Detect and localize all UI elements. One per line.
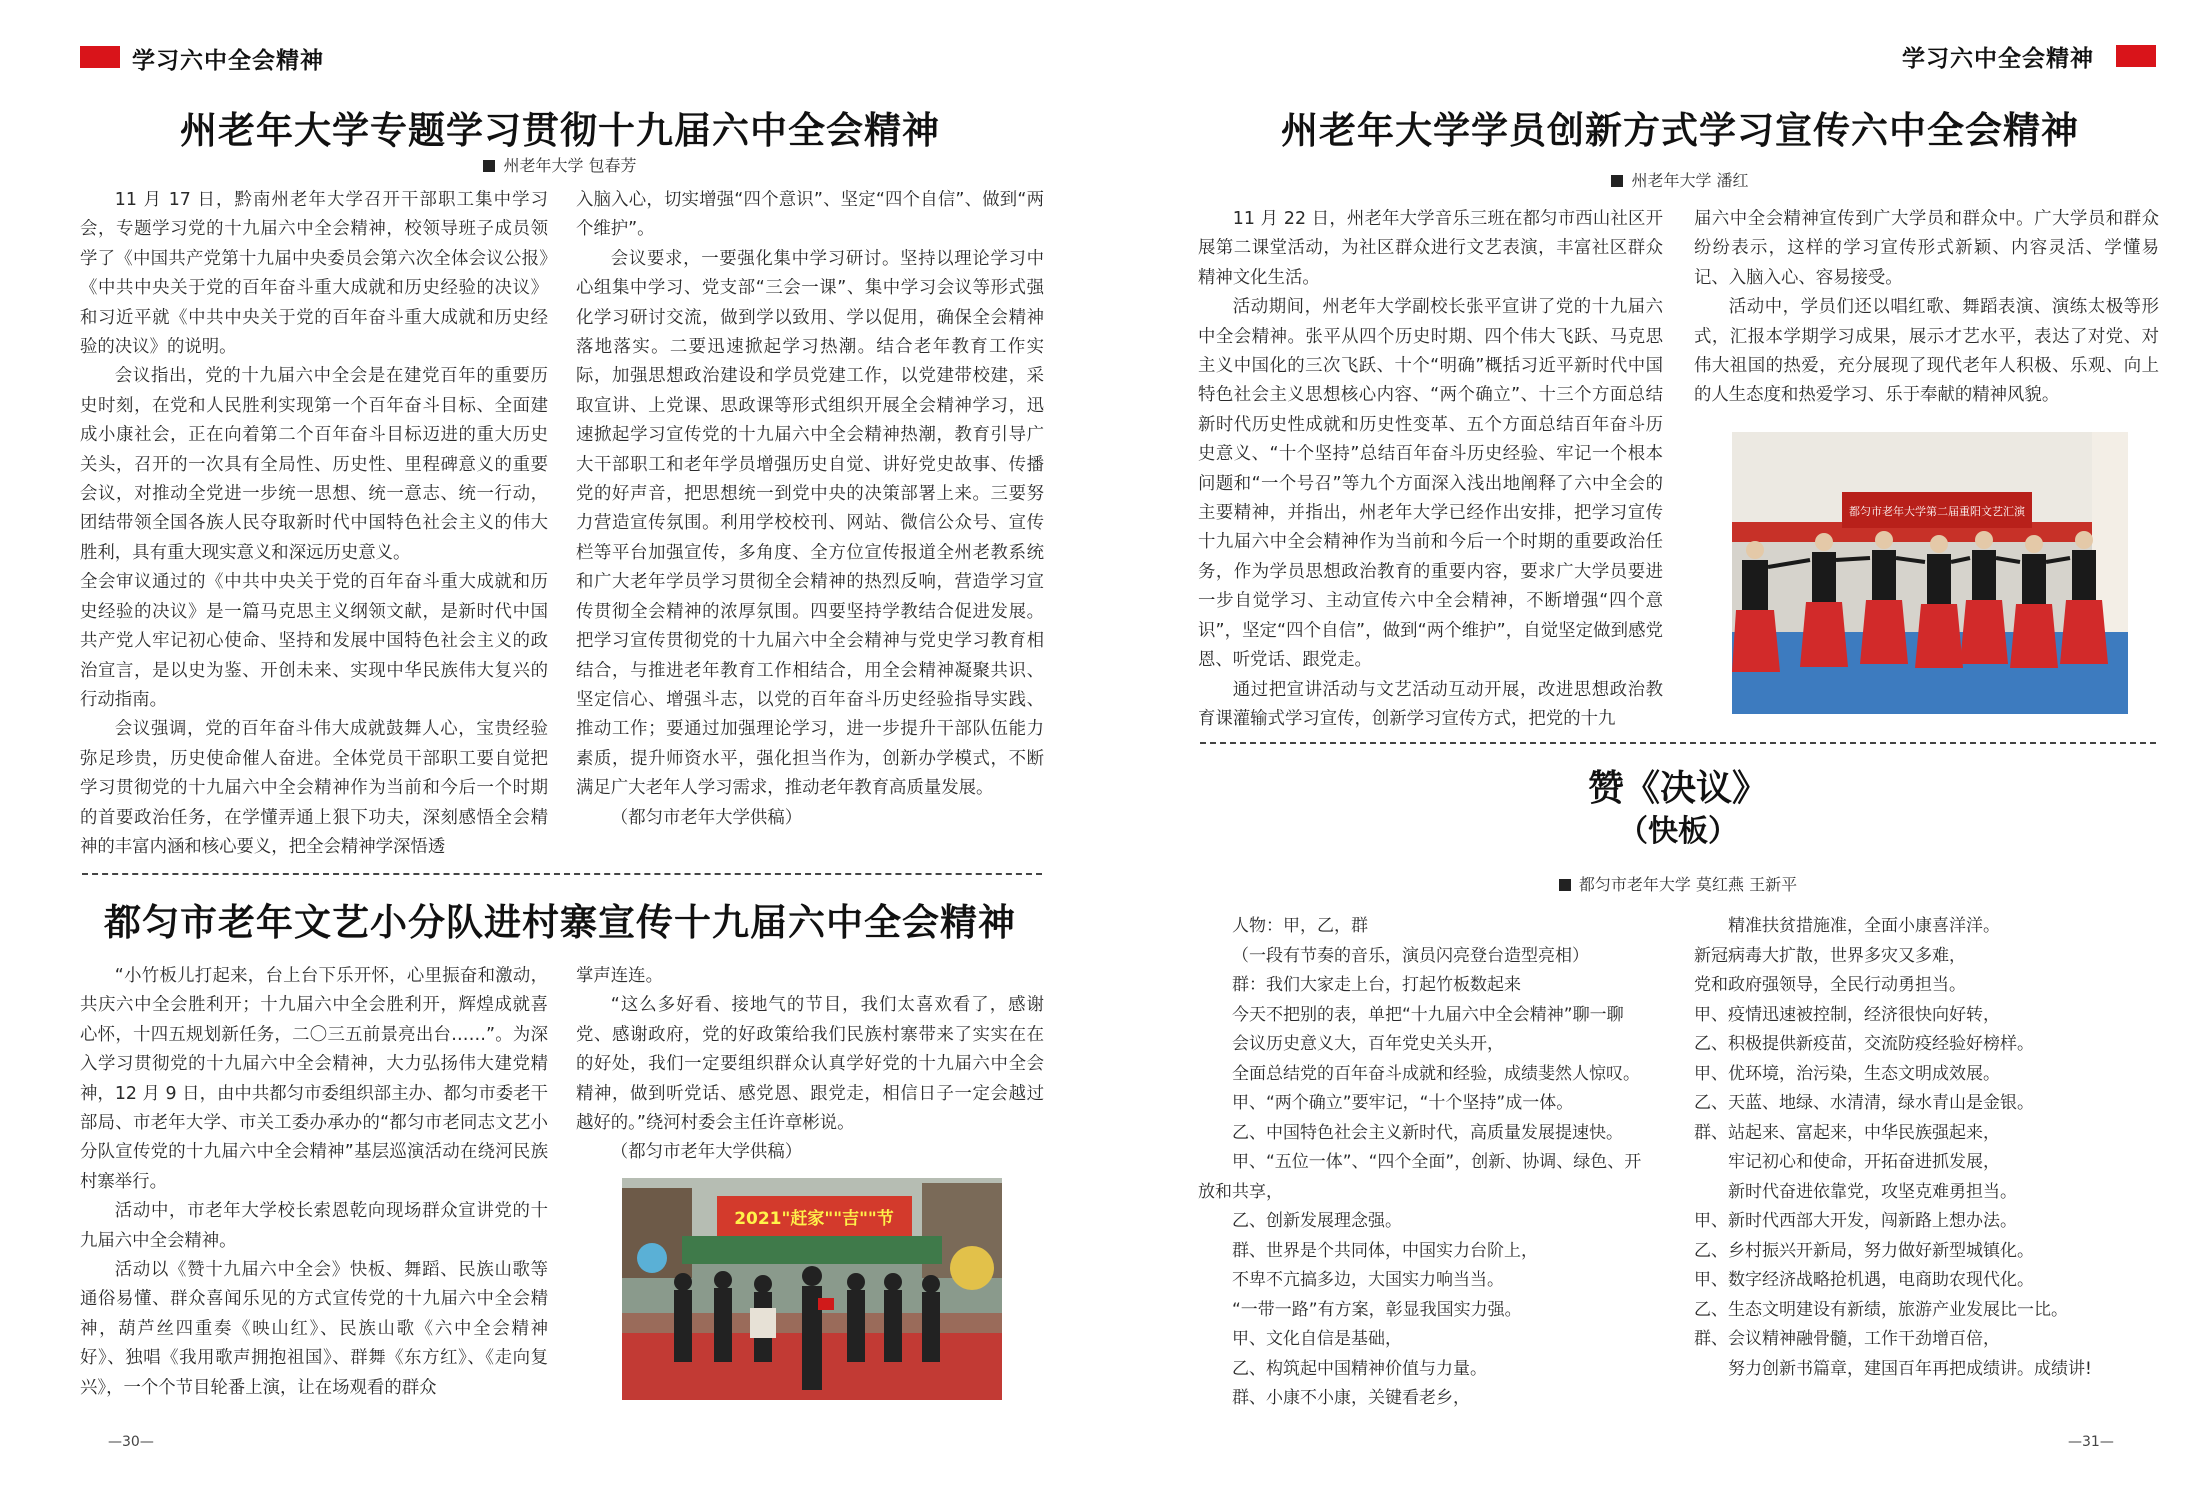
script-line: 乙、生态文明建设有新绩，旅游产业发展比一比。: [1694, 1299, 2068, 1320]
script-line: 乙、天蓝、地绿、水清清，绿水青山是金银。: [1694, 1093, 2034, 1113]
header-left-label: 学习六中全会精神: [132, 48, 324, 74]
dance-photo-svg: [1732, 432, 2128, 714]
byline-bullet-icon: [1611, 175, 1623, 187]
article3-byline: [1200, 168, 2160, 191]
dance-performance-photo: [1732, 432, 2128, 714]
article4-col1: [1198, 912, 1668, 1414]
article3-byline-text: 州老年大学 潘红: [1631, 171, 1749, 190]
divider: [82, 873, 1042, 875]
article1-para: 会议指出，党的十九届六中全会是在建党百年的重要历史时刻，在党和人民胜利实现第一个百年奋斗目标、全面建成小康社会，正在向着第二个百年奋斗目标迈进的重大历史关头，召开的一次具有全局性、历史性、里程碑意义的重要会议，对推动全党进一步统一思想、统一意志、统一行动，团结带领全国各族人民夺取新时代中国特色社会主义的伟大胜利，具有重大现实意义和深远历史意义。: [80, 366, 548, 563]
article2-para: “这么多好看、接地气的节目，我们太喜欢看了，感谢党、感谢政府，党的好政策给我们民族村寨带来了实实在在的好处，我们一定要组织群众认真学好党的十九届六中全会精神，做到听党话、感党恩、跟党走，相信日子一定会越过越好的。”绕河村委会主任许章彬说。: [576, 995, 1044, 1134]
script-line: 群：我们大家走上台，打起竹板数起来: [1232, 975, 1521, 995]
script-line: 牢记初心和使命，开拓奋进抓发展，: [1728, 1152, 2000, 1172]
village-photo-banner: 2021"赶家""吉""节: [734, 1209, 894, 1229]
article2-title: 都匀市老年文艺小分队进村寨宣传十九届六中全会精神: [104, 901, 1016, 944]
article1-para: 会议要求，一要强化集中学习研讨。坚持以理论学习中心组集中学习、党支部“三会一课”、集中学习会议等形式强化学习研讨交流，做到学以致用、学以促用，确保全会精神落地落实。二要迅速掀起学习热潮。结合老年教育工作实际，加强思想政治建设和学员党建工作，以党建带校建，采取宣讲、上党课、思政课等形式组织开展全会精神学习，迅速掀起学习宣传党的十九届六中全会精神热潮，教育引导广大干部职工和老年学员增强历史自觉、讲好党史故事、传播党的好声音，把思想统一到党中央的决策部署上来。三要努力营造宣传氛围。利用学校校刊、网站、微信公众号、宣传栏等平台加强宣传，多角度、全方位宣传报道全州老教系统和广大老年学员学习贯彻全会精神的热烈反响，营造学习宣传贯彻全会精神的浓厚氛围。四要坚持学教结合促进发展。把学习宣传贯彻党的十九届六中全会精神与党史学习教育相结合，与推进老年教育工作相结合，用全会精神凝聚共识、坚定信心、增强斗志，以党的百年奋斗历史经验指导实践、推动工作；要通过加强理论学习，进一步提升干部队伍能力素质，提升师资水平，强化担当作为，创新办学模式，不断满足广大老年人学习需求，推动老年教育高质量发展。: [576, 248, 1044, 799]
page-number-right: —31—: [2068, 1434, 2114, 1450]
script-line: （一段有节奏的音乐，演员闪亮登台造型亮相）: [1232, 945, 1589, 966]
article4-subtitle: （快板）: [1618, 814, 1738, 849]
script-line: 精准扶贫措施准，全面小康喜洋洋。: [1728, 916, 2000, 936]
article3-para: 活动期间，州老年大学副校长张平宣讲了党的十九届六中全会精神。张平从四个历史时期、四个伟大飞跃、马克思主义中国化的三次飞跃、十个“明确”概括习近平新时代中国特色社会主义思想核心内容、“两个确立”、十三个方面总结新时代历史性成就和历史性变革、五个方面总结百年奋斗历史意义、“十个坚持”总结百年奋斗历史经验、牢记一个根本问题和“一个号召”等九个方面深入浅出地阐释了六中全会的主要精神，并指出，州老年大学已经作出安排，把学习宣传十九届六中全会精神作为当前和今后一个时期的重要政治任务，作为学员思想政治教育的重要内容，要求广大学员要进一步自觉学习、主动宣传六中全会精神，不断增强“四个意识”，坚定“四个自信”，做到“两个维护”，自觉坚定做到感党恩、听党话、跟党走。: [1198, 297, 1663, 671]
article4-col2: [1694, 912, 2154, 1384]
script-line: 乙、构筑起中国精神价值与力量。: [1232, 1358, 1487, 1379]
article3-para: 活动中，学员们还以唱红歌、舞蹈表演、演练太极等形式，汇报本学期学习成果，展示才艺水平，表达了对党、对伟大祖国的热爱，充分展现了现代老年人积极、乐观、向上的人生态度和热爱学习、乐于奉献的精神风貌。: [1694, 297, 2159, 406]
article2-para: 活动以《赞十九届六中全会》快板、舞蹈、民族山歌等通俗易懂、群众喜闻乐见的方式宣传党的十九届六中全会精神，葫芦丝四重奏《映山红》、民族山歌《六中全会精神好》、独唱《我用歌声拥抱祖国》、群舞《东方红》、《走向复兴》，一个个节目轮番上演，让在场观看的群众: [80, 1260, 548, 1398]
script-line: 全面总结党的百年奋斗成就和经验，成绩斐然人惊叹。: [1232, 1063, 1640, 1084]
script-line: 新时代奋进依靠党，攻坚克难勇担当。: [1728, 1181, 2017, 1202]
article4-byline-text: 都匀市老年大学 莫红燕 王新平: [1578, 875, 1798, 894]
article1-byline-text: 州老年大学 包春芳: [503, 156, 637, 175]
script-line: 乙、创新发展理念强。: [1232, 1211, 1402, 1231]
script-line: 今天不把别的表，单把“十九届六中全会精神”聊一聊: [1232, 1004, 1624, 1025]
article1-para: 入脑入心，切实增强“四个意识”、坚定“四个自信”、做到“两个维护”。: [576, 190, 1044, 240]
script-line: 会议历史意义大，百年党史关头开，: [1232, 1034, 1504, 1054]
script-line: 党和政府强领导，全民行动勇担当。: [1694, 975, 1966, 995]
script-line: 甲、优环境，治污染，生态文明成效展。: [1694, 1063, 2000, 1084]
article1-byline: [80, 153, 1040, 176]
article1-title: 州老年大学专题学习贯彻十九届六中全会精神: [180, 109, 940, 152]
article2-para: 活动中，市老年大学校长索恩乾向现场群众宣讲党的十九届六中全会精神。: [80, 1201, 548, 1251]
article3-para: 11 月 22 日，州老年大学音乐三班在都匀市西山社区开展第二课堂活动，为社区群众进行文艺表演，丰富社区群众精神文化生活。: [1198, 209, 1663, 288]
article3-col2: [1694, 205, 2159, 415]
script-line: 甲、疫情迅速被控制，经济很快向好转，: [1694, 1004, 2000, 1025]
article3-col1: [1198, 205, 1663, 730]
article2-para: 掌声连连。: [576, 966, 663, 986]
header-left-bar: [80, 46, 120, 68]
article2-source: （都匀市老年大学供稿）: [610, 1142, 803, 1162]
article4-title: 赞《决议》: [1587, 768, 1768, 809]
script-line: 群、世界是个共同体，中国实力台阶上，: [1232, 1240, 1538, 1261]
article2-col2: [576, 962, 1044, 1162]
byline-bullet-icon: [1559, 879, 1571, 891]
village-performance-photo: [622, 1178, 1002, 1400]
article2-para: “小竹板儿打起来，台上台下乐开怀，心里振奋和激动，共庆六中全会胜利开；十九届六中全会胜利开，辉煌成就喜心怀，十四五规划新任务，二〇三五前景亮出台……”。为深入学习贯彻党的十九届六中全会精神，大力弘扬伟大建党精神，12 月 9 日，由中共都匀市委组织部主办、都匀市委老干部局、市老年大学、市关工委办承办的“都匀市老同志文艺小分队宣传党的十九届六中全会精神”基层巡演活动在绕河民族村寨举行。: [80, 966, 548, 1192]
script-line: 甲、“两个确立”要牢记，“十个坚持”成一体。: [1232, 1093, 1574, 1113]
script-line: 乙、中国特色社会主义新时代，高质量发展提速快。: [1232, 1122, 1623, 1143]
article1-para: 全会审议通过的《中共中央关于党的百年奋斗重大成就和历史经验的决议》是一篇马克思主义纲领文献，是新时代中国共产党人牢记初心使命、坚持和发展中国特色社会主义的政治宣言，是以史为鉴、开创未来、实现中华民族伟大复兴的行动指南。: [80, 572, 548, 710]
article2-col1: [80, 962, 548, 1407]
script-line: 放和共享，: [1198, 1181, 1283, 1202]
script-line: 甲、数字经济战略抢机遇，电商助农现代化。: [1694, 1270, 2034, 1290]
script-line: 群、站起来、富起来，中华民族强起来，: [1694, 1122, 2000, 1143]
article1-para: 会议强调，党的百年奋斗伟大成就鼓舞人心，宝贵经验弥足珍贵，历史使命催人奋进。全体党员干部职工要自觉把学习贯彻党的十九届六中全会精神作为当前和今后一个时期的首要政治任务，在学懂弄通上狠下功夫，深刻感悟全会精神的丰富内涵和核心要义，把全会精神学深悟透: [80, 719, 548, 856]
article1-col1: [80, 186, 548, 856]
script-line: 人物：甲，乙，群: [1232, 916, 1368, 936]
script-line: 新冠病毒大扩散，世界多灾又多难，: [1694, 945, 1966, 966]
script-line: 甲、“五位一体”、“四个全面”，创新、协调、绿色、开: [1232, 1152, 1642, 1172]
script-line: 乙、乡村振兴开新局，努力做好新型城镇化。: [1694, 1240, 2034, 1261]
header-right-bar: [2116, 45, 2156, 67]
village-photo-svg: [622, 1178, 1002, 1400]
byline-bullet-icon: [483, 160, 495, 172]
article1-col2: [576, 186, 1044, 856]
article4-byline: [1200, 872, 2156, 895]
article1-para: 11 月 17 日，黔南州老年大学召开干部职工集中学习会，专题学习党的十九届六中全会精神，校领导班子成员领学了《中国共产党第十九届中央委员会第六次全体会议公报》《中共中央关于党的百年奋斗重大成就和历史经验的决议》和习近平就《中共中央关于党的百年奋斗重大成就和历史经验的决议》的说明。: [80, 190, 548, 358]
script-line: 不卑不亢搞多边，大国实力响当当。: [1232, 1270, 1504, 1290]
article3-para: 通过把宣讲活动与文艺活动互动开展，改进思想政治教育课灌输式学习宣传，创新学习宣传方式，把党的十九: [1198, 679, 1663, 729]
page-number-left: —30—: [108, 1434, 154, 1450]
header-right-label: 学习六中全会精神: [1902, 46, 2094, 72]
article3-title: 州老年大学学员创新方式学习宣传六中全会精神: [1281, 109, 2079, 152]
script-line: 努力创新书篇章，建国百年再把成绩讲。成绩讲!: [1728, 1358, 2092, 1379]
script-line: 甲、新时代西部大开发，闯新路上想办法。: [1694, 1211, 2017, 1231]
article3-para: 届六中全会精神宣传到广大学员和群众中。广大学员和群众纷纷表示，这样的学习宣传形式新颖、内容灵活、学懂易记、入脑入心、容易接受。: [1694, 209, 2159, 288]
divider: [1200, 742, 2156, 744]
script-line: 乙、积极提供新疫苗，交流防疫经验好榜样。: [1694, 1034, 2034, 1054]
article1-source: （都匀市老年大学供稿）: [610, 807, 803, 828]
script-line: “一带一路”有方案，彰显我国实力强。: [1232, 1299, 1522, 1320]
dance-photo-banner: 都匀市老年大学第二届重阳文艺汇演: [1849, 505, 2025, 518]
script-line: 群、小康不小康，关键看老乡，: [1232, 1388, 1470, 1408]
script-line: 群、会议精神融骨髓，工作干劲增百倍，: [1694, 1329, 2000, 1349]
script-line: 甲、文化自信是基础，: [1232, 1329, 1402, 1349]
